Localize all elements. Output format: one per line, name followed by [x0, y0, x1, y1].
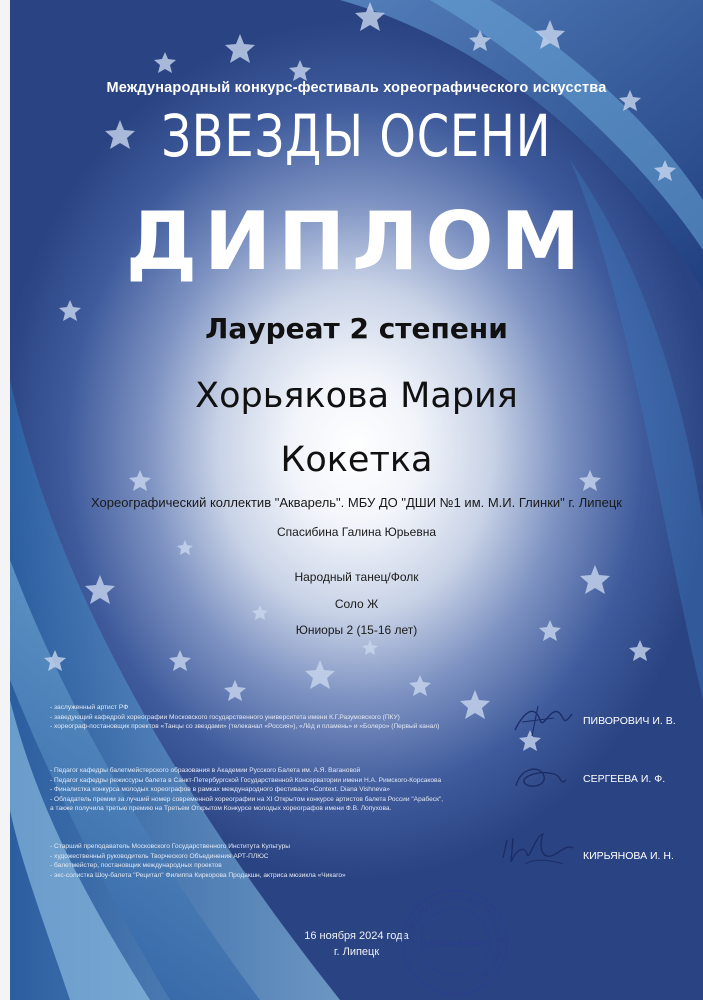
signature-1	[510, 700, 580, 740]
award-place: Лауреат 2 степени	[205, 312, 508, 345]
age-group: Юниоры 2 (15-16 лет)	[295, 623, 418, 637]
jury-name-1: ПИВОРОВИЧ И. В.	[583, 715, 676, 727]
credential-line: - хореограф-постановщик проектов «Танцы со звездами» (телеканал «Россия»), «Лёд и пламень» и «Болеро» (Первый канал)	[50, 723, 440, 731]
credential-line: - Педагог кафедры балетмейстерского образования в Академии Русского Балета им. А.Я. Вагановой	[50, 767, 361, 774]
issue-city: г. Липецк	[333, 946, 380, 958]
star-icon	[409, 675, 431, 696]
credential-line: а также получила третью премию на Третьем Открытом Конкурсе молодых хореографов имени Ф.В. Лопухова.	[50, 805, 392, 813]
credential-line: - художественный руководитель Творческого Объединения АРТ-ПЛЮС	[50, 852, 269, 860]
credential-line: - заслуженный артист РФ	[50, 704, 129, 711]
credential-line: - Финалистка конкурса молодых хореографов в рамках международного фестиваля «Context. Diana Vishneva»	[50, 786, 390, 794]
nomination: Народный танец/Фолк	[294, 570, 419, 584]
festival-name: Международный конкурс-фестиваль хореографического искусства	[106, 80, 607, 96]
star-icon	[177, 540, 193, 555]
star-icon	[289, 60, 311, 81]
contest-title: ЗВЕЗДЫ ОСЕНИ	[161, 102, 552, 170]
star-icon	[362, 640, 378, 655]
participant-name: Хорьякова Мария	[195, 376, 518, 416]
credential-line: - Старший преподаватель Московского Государственного Института Культуры	[50, 843, 290, 850]
category: Соло Ж	[334, 597, 379, 611]
jury-credentials-3	[50, 842, 490, 880]
collective-info: Хореографический коллектив "Акварель". МБУ ДО "ДШИ №1 им. М.И. Глинки" г. Липецк	[91, 495, 622, 510]
star-icon	[225, 34, 255, 63]
teacher-name: Спасибина Галина Юрьевна	[277, 525, 436, 539]
svg-text:МЕЖДУНАРОДНЫЙ ФЕСТИВАЛЬ ДВИЖЕН: МЕЖДУНАРОДНЫЙ ФЕСТИВАЛЬ ДВИЖЕНИЕ	[405, 892, 505, 983]
jury-credentials-1	[50, 703, 490, 732]
star-icon	[305, 660, 335, 689]
credential-line: - балетмейстер, постановщик международных проектов	[50, 862, 222, 870]
diploma-sheet	[10, 0, 703, 1000]
jury-credentials-2	[50, 766, 490, 814]
star-icon	[629, 640, 651, 661]
issue-date: 16 ноября 2024 года	[304, 930, 409, 942]
credential-line: - заведующий кафедрой хореографии Московского государственного университета имени К.Г.Разумовского (ПКУ)	[50, 713, 400, 721]
signature-3	[495, 828, 580, 873]
credential-line: - экс-солистка Шоу-балета "Рецитал" Филиппа Киркорова Продакшн, актриса мюзикла «Чикаго»	[50, 871, 346, 879]
signature-2	[510, 760, 570, 796]
stamp-seal	[395, 885, 515, 1000]
star-icon	[169, 650, 191, 671]
performance-title: Кокетка	[280, 440, 433, 480]
jury-name-3: КИРЬЯНОВА И. Н.	[583, 850, 674, 862]
credential-line: - Педагог кафедры режиссуры балета в Санкт-Петербургской Государственной Консерватории имени Н.А. Римского-Корсакова	[50, 776, 442, 784]
star-icon	[224, 680, 246, 701]
jury-name-2: СЕРГЕЕВА И. Ф.	[583, 773, 666, 785]
credential-line: - Обладатель премии за лучший номер современной хореографии на XI Открытом конкурсе артистов балета России "Арабеск",	[50, 795, 444, 803]
svg-text:«Движение»: «Движение»	[422, 939, 488, 949]
star-icon	[154, 52, 176, 73]
diploma-title: ДИПЛОМ	[125, 195, 588, 288]
